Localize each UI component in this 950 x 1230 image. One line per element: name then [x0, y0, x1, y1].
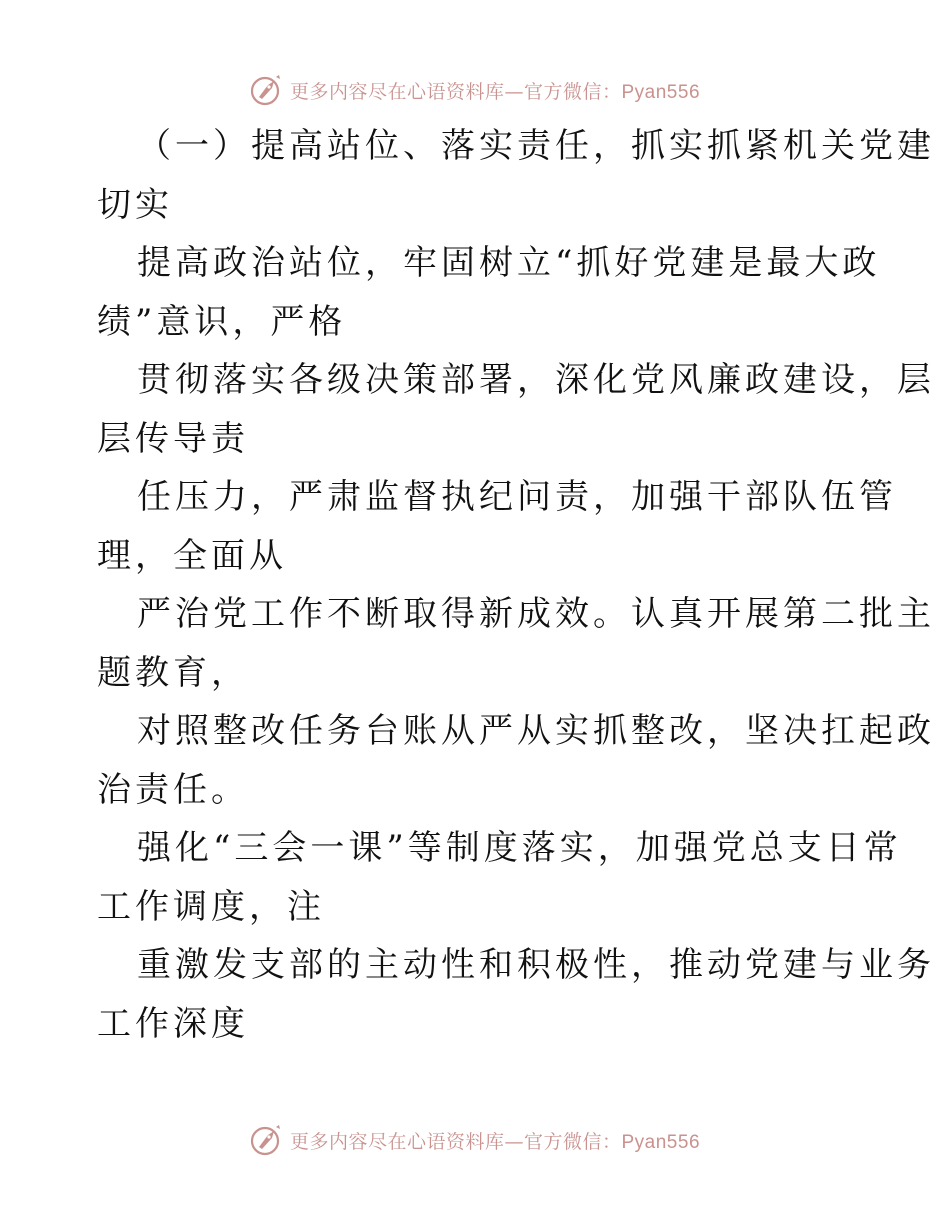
paragraph-line: 重激发支部的主动性和积极性，推动党建与业务 [137, 945, 935, 985]
header-banner [0, 70, 950, 110]
pen-nib-logo-icon [250, 73, 284, 107]
paragraph-line: （一）提高站位、落实责任，抓实抓紧机关党建 [137, 126, 935, 166]
paragraph-line: 绩”意识，严格 [97, 301, 347, 342]
footer-banner [0, 1120, 950, 1160]
paragraph-line: 对照整改任务台账从严从实抓整改，坚决扛起政 [137, 711, 935, 751]
document-body [97, 117, 935, 1053]
footer-banner-text: 更多内容尽在心语资料库—官方微信：Pyan556 [289, 1130, 701, 1153]
paragraph-line: 层传导责 [97, 418, 249, 459]
paragraph-line: 工作调度，注 [97, 886, 325, 927]
paragraph-line: 提高政治站位，牢固树立“抓好党建是最大政 [137, 243, 881, 283]
header-banner-id: Pyan556 [621, 81, 701, 103]
paragraph-line: 严治党工作不断取得新成效。认真开展第二批主 [137, 594, 935, 634]
paragraph-line: 工作深度 [97, 1003, 249, 1044]
footer-banner-id: Pyan556 [621, 1131, 701, 1153]
paragraph-line: 强化“三会一课”等制度落实，加强党总支日常 [137, 828, 902, 868]
paragraph-line: 理，全面从 [97, 535, 287, 576]
paragraph-line: 治责任。 [97, 769, 249, 810]
paragraph-line: 题教育， [97, 652, 249, 693]
paragraph-line: 任压力，严肃监督执纪问责，加强干部队伍管 [137, 477, 897, 517]
paragraph-line: 切实 [97, 184, 173, 225]
header-banner-text: 更多内容尽在心语资料库—官方微信：Pyan556 [289, 80, 701, 103]
pen-nib-logo-icon [250, 1123, 284, 1157]
paragraph-line: 贯彻落实各级决策部署，深化党风廉政建设，层 [137, 360, 935, 400]
